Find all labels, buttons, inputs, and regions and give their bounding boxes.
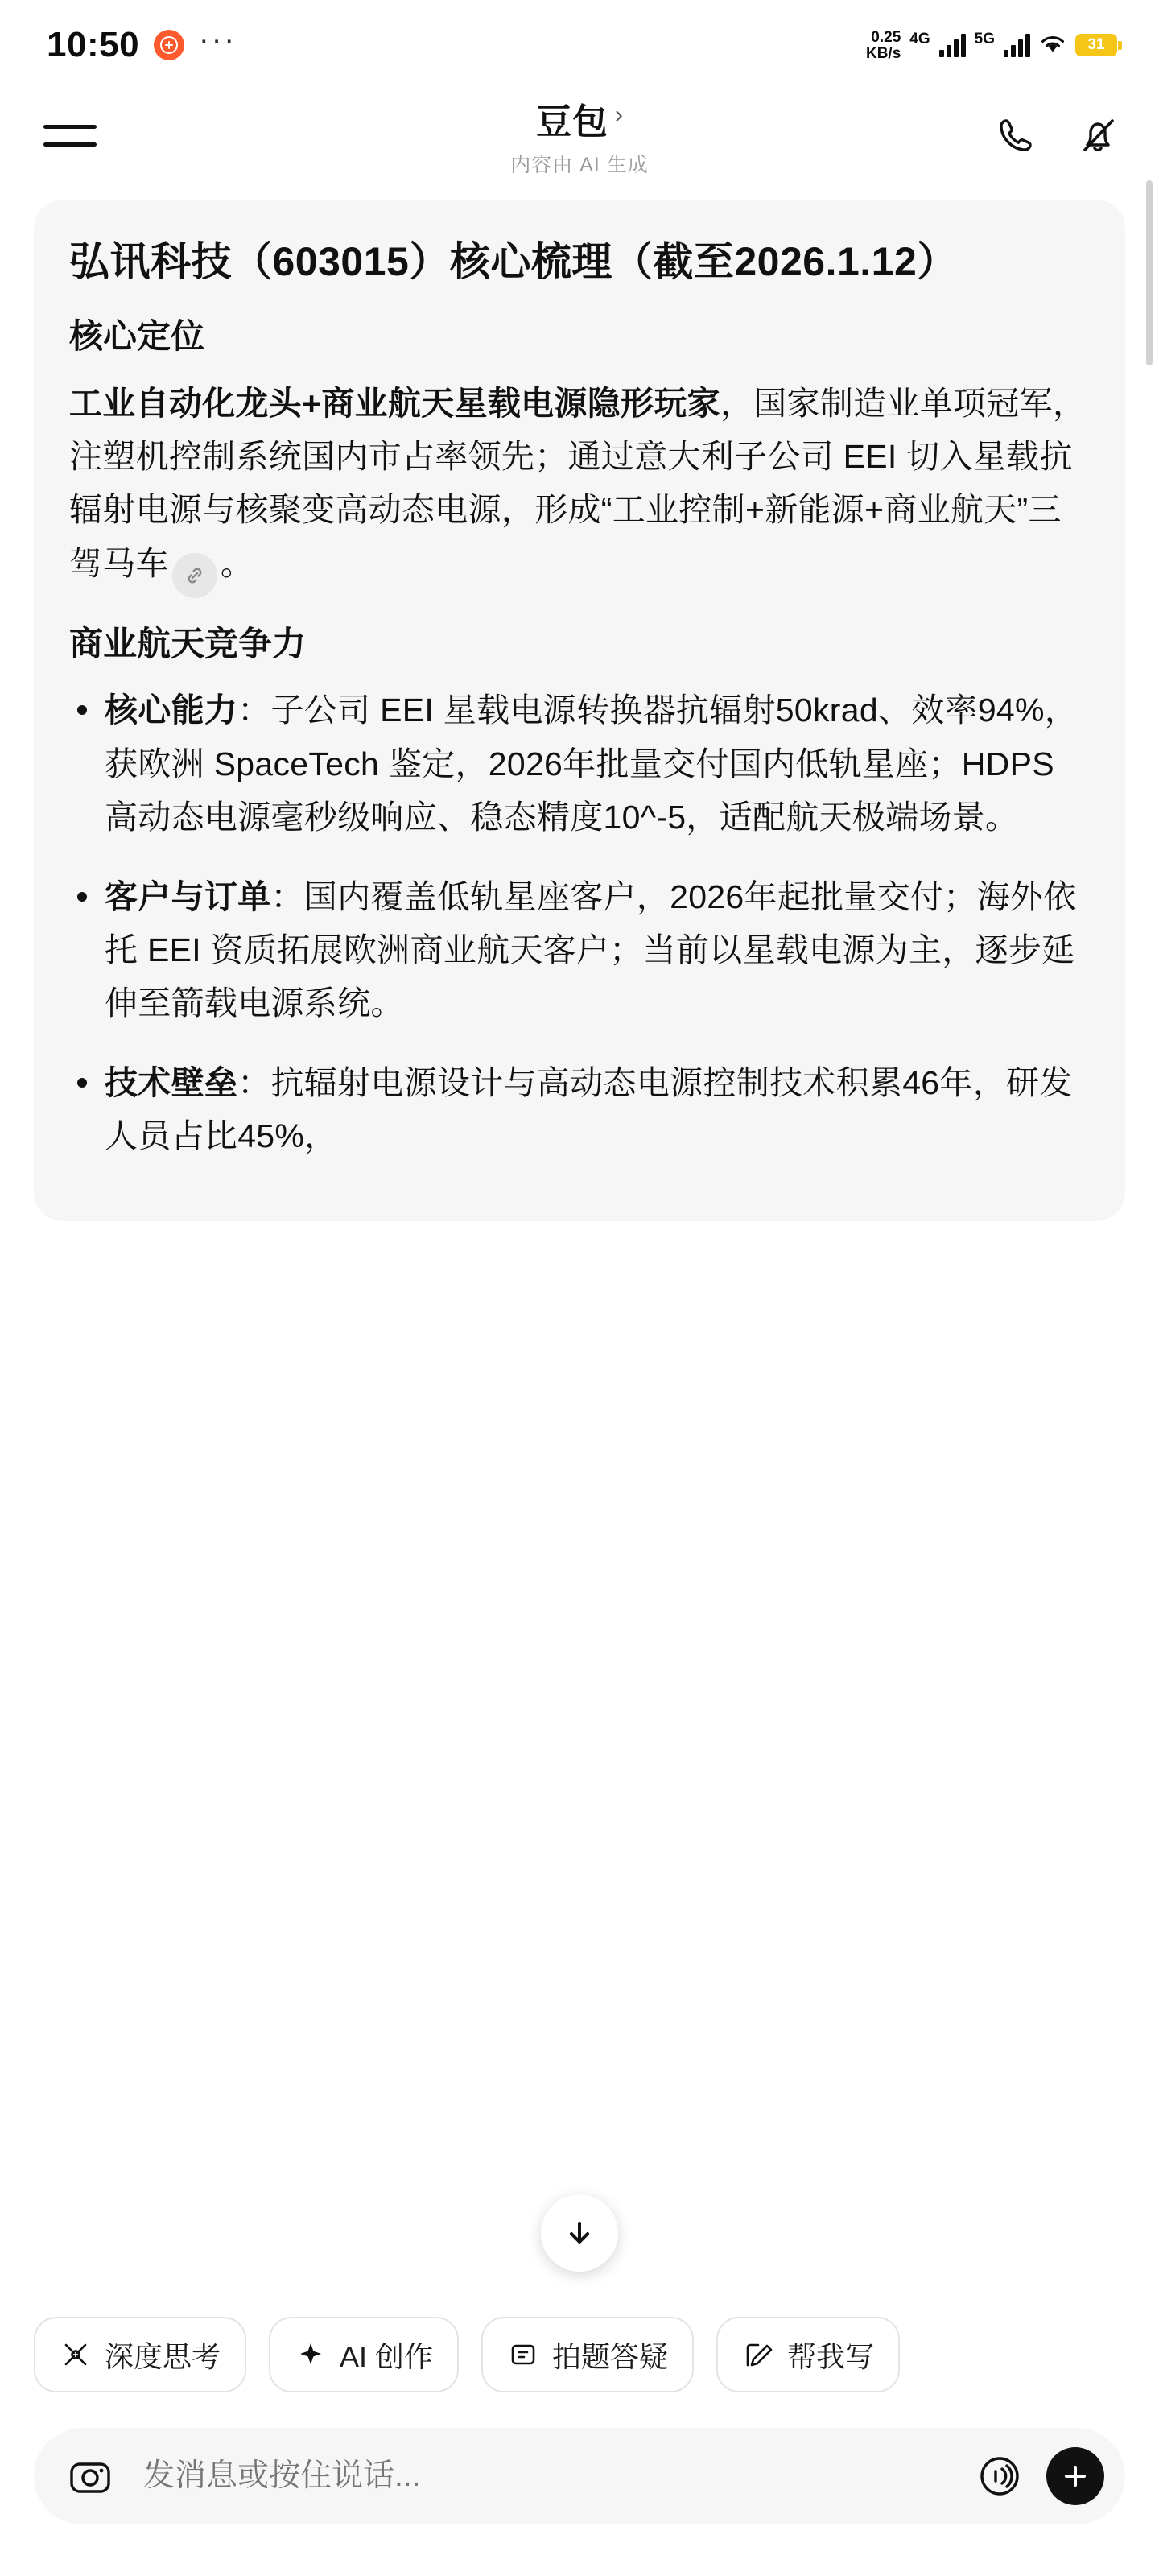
status-bar (0, 0, 1159, 90)
quick-action-label: 拍题答疑 (552, 2339, 669, 2373)
quick-action-photo-answer[interactable] (481, 2317, 694, 2392)
network-label-5g: 5G (974, 31, 995, 48)
voice-wave-icon[interactable] (971, 2447, 1029, 2505)
scroll-to-bottom-button[interactable] (541, 2194, 618, 2272)
status-bar-right (866, 29, 1117, 61)
quick-action-label: AI 创作 (340, 2339, 434, 2373)
app-badge-icon (154, 30, 184, 60)
bullet-label: 客户与订单 (105, 877, 271, 915)
status-clock: 10:50 (47, 25, 140, 64)
section-title-space-competitiveness: 商业航天竞争力 (69, 624, 307, 663)
ai-disclaimer: 内容由 AI 生成 (510, 154, 649, 176)
composer (0, 2415, 1159, 2576)
app-bar-actions (992, 111, 1122, 159)
core-position-tail: 。 (220, 544, 254, 582)
hamburger-menu-icon[interactable] (43, 125, 97, 147)
phone-call-icon[interactable] (992, 111, 1040, 159)
bullet-list (69, 683, 1090, 1162)
list-item (69, 870, 1090, 1030)
bullet-text: ：国内覆盖低轨星座客户，2026年起批量交付；海外依托 EEI 资质拓展欧洲商业航天客户；当前以星载电源为主，逐步延伸至箭载电源系统。 (105, 877, 1077, 1022)
bullet-text: ：抗辐射电源设计与高动态电源控制技术积累46年，研发人员占比45%， (105, 1063, 1073, 1155)
scrollbar-thumb[interactable] (1146, 180, 1153, 365)
ellipsis-icon: ··· (199, 23, 237, 57)
wifi-icon (1039, 32, 1066, 59)
battery-level: 31 (1087, 36, 1105, 53)
photo-question-icon (507, 2339, 539, 2371)
content-scrollbar[interactable] (1146, 180, 1153, 2294)
camera-icon[interactable] (61, 2447, 119, 2505)
network-label-4g: 4G (909, 31, 930, 48)
sparkle-icon (295, 2339, 327, 2371)
composer-bar[interactable] (34, 2428, 1125, 2524)
core-position-lead: 工业自动化龙头+商业航天星载电源隐形玩家 (69, 384, 720, 422)
quick-action-label: 帮我写 (787, 2339, 875, 2373)
write-icon (742, 2339, 774, 2371)
link-chip-icon[interactable] (172, 553, 217, 598)
bullet-label: 技术壁垒 (105, 1063, 238, 1101)
chat-title-button[interactable] (536, 93, 623, 144)
quick-action-help-write[interactable] (716, 2317, 900, 2392)
page-title: 豆包 (536, 102, 608, 142)
chevron-right-icon: › (615, 101, 623, 128)
message-input[interactable] (137, 2458, 953, 2494)
network-speed-value: 0.25 (871, 29, 901, 47)
bullet-label: 核心能力 (105, 691, 238, 729)
list-item (69, 1056, 1090, 1163)
battery-icon (1075, 34, 1117, 56)
app-bar (0, 90, 1159, 180)
network-speed (866, 30, 901, 62)
quick-action-label: 深度思考 (105, 2339, 221, 2373)
list-item (69, 683, 1090, 844)
network-speed-unit: KB/s (865, 45, 901, 62)
message-heading: 弘讯科技（603015）核心梳理（截至2026.1.12） (69, 239, 958, 284)
app-bar-title-block (0, 93, 1159, 178)
deep-think-icon (60, 2339, 92, 2371)
quick-action-deep-think[interactable] (34, 2317, 246, 2392)
bell-muted-icon[interactable] (1074, 111, 1122, 159)
section-core-position-paragraph (69, 377, 1090, 598)
bullet-text: ：子公司 EEI 星载电源转换器抗辐射50krad、效率94%，获欧洲 SpaceTech 鉴定，2026年批量交付国内低轨星座；HDPS 高动态电源毫秒级响应、稳态精度10^-5，适配航天极端场景。 (105, 691, 1079, 836)
assistant-message-bubble (34, 200, 1125, 1221)
quick-action-ai-create[interactable] (269, 2317, 459, 2392)
core-position-body: ，国家制造业单项冠军，注塑机控制系统国内市占率领先；通过意大利子公司 EEI 切入星载抗辐射电源与核聚变高动态电源，形成“工业控制+新能源+商业航天”三驾马车 (69, 384, 1087, 582)
status-bar-left (47, 25, 237, 65)
plus-icon[interactable] (1046, 2447, 1104, 2505)
quick-action-row[interactable] (0, 2294, 1159, 2415)
signal-bars-icon-1 (939, 33, 966, 57)
arrow-down-icon (562, 2215, 597, 2251)
chat-scroll-area[interactable] (0, 180, 1159, 2294)
signal-bars-icon-2 (1004, 33, 1030, 57)
section-title-core-position: 核心定位 (69, 317, 205, 355)
